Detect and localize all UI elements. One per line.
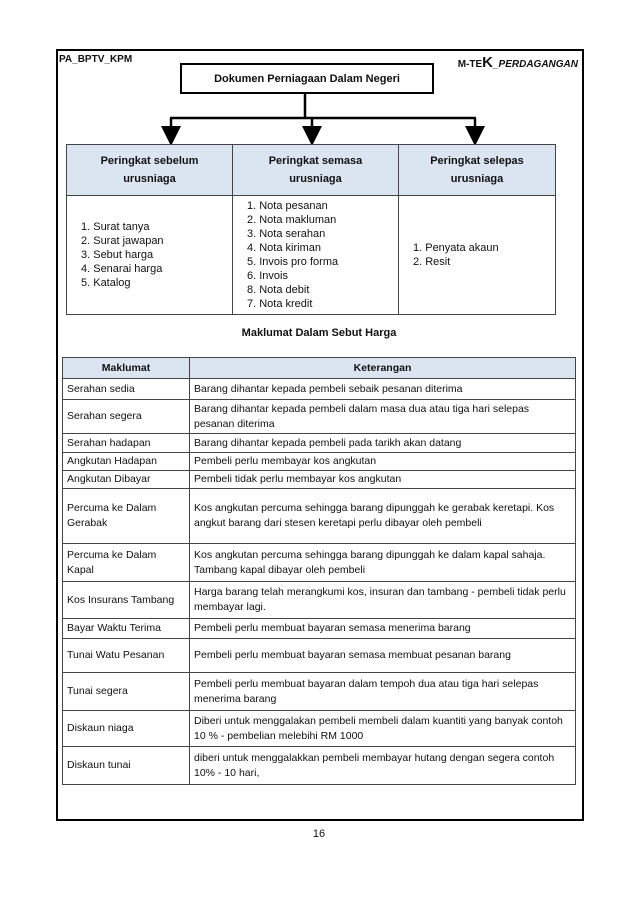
list-item: 1. Nota pesanan bbox=[247, 200, 328, 212]
hierarchy-arrows bbox=[0, 0, 638, 160]
row-value: Barang dihantar kepada pembeli dalam masa dua atau tiga hari selepas pesanan diterima bbox=[190, 400, 576, 434]
table-row bbox=[63, 400, 576, 434]
stages-table bbox=[66, 144, 556, 315]
list-item: 1. Surat tanya bbox=[81, 221, 150, 233]
list-item: 4. Nota kiriman bbox=[247, 242, 321, 254]
header-right-k: K bbox=[482, 54, 493, 71]
list-item: 1. Penyata akaun bbox=[413, 242, 499, 254]
row-value: Pembeli perlu membuat bayaran semasa menerima barang bbox=[190, 619, 576, 639]
row-key: Percuma ke Dalam Gerabak bbox=[63, 489, 190, 544]
list-item: 4. Senarai harga bbox=[81, 263, 163, 275]
row-key: Kos Insurans Tambang bbox=[63, 582, 190, 619]
table-row bbox=[63, 489, 576, 544]
row-key: Serahan hadapan bbox=[63, 434, 190, 453]
row-key: Serahan segera bbox=[63, 400, 190, 434]
row-value: Barang dihantar kepada pembeli pada tarikh akan datang bbox=[190, 434, 576, 453]
row-key: Diskaun tunai bbox=[63, 747, 190, 785]
stage-heading-before: Peringkat sebelum urusniaga bbox=[67, 145, 233, 196]
header-right-suffix: _PERDAGANGAN bbox=[492, 59, 578, 70]
list-item: 5. Invois pro forma bbox=[247, 256, 339, 268]
stage-heading-after: Peringkat selepas urusniaga bbox=[399, 145, 556, 196]
table-row bbox=[63, 544, 576, 582]
stage-list-during bbox=[233, 196, 399, 315]
row-value: Pembeli tidak perlu membayar kos angkutan bbox=[190, 471, 576, 489]
row-key: Tunai segera bbox=[63, 673, 190, 711]
table-row bbox=[63, 434, 576, 453]
table-row bbox=[63, 747, 576, 785]
row-value: diberi untuk menggalakkan pembeli membayar hutang dengan segera contoh 10% - 10 hari, bbox=[190, 747, 576, 785]
row-value: Pembeli perlu membayar kos angkutan bbox=[190, 453, 576, 471]
row-value: Pembeli perlu membuat bayaran semasa membuat pesanan barang bbox=[190, 639, 576, 673]
header-right-prefix: M-TE bbox=[457, 59, 483, 70]
info-table bbox=[62, 357, 576, 785]
row-value: Barang dihantar kepada pembeli sebaik pesanan diterima bbox=[190, 379, 576, 400]
row-value: Diberi untuk menggalakan pembeli membeli dalam kuantiti yang banyak contoh 10 % - pembelian melebihi RM 1000 bbox=[190, 711, 576, 747]
list-item: 2. Nota makluman bbox=[247, 214, 337, 226]
table-row bbox=[63, 582, 576, 619]
table-row bbox=[63, 453, 576, 471]
list-item: 6. Invois bbox=[247, 270, 288, 282]
row-key: Serahan sedia bbox=[63, 379, 190, 400]
table-row bbox=[63, 639, 576, 673]
row-key: Angkutan Dibayar bbox=[63, 471, 190, 489]
list-item: 2. Surat jawapan bbox=[81, 235, 164, 247]
page-number: 16 bbox=[312, 828, 326, 840]
stage-heading-during: Peringkat semasa urusniaga bbox=[233, 145, 399, 196]
list-item: 7. Nota kredit bbox=[247, 298, 313, 310]
row-key: Percuma ke Dalam Kapal bbox=[63, 544, 190, 582]
row-value: Kos angkutan percuma sehingga barang dipunggah ke dalam kapal sahaja. Tambang kapal dibayar oleh pembeli bbox=[190, 544, 576, 582]
row-value: Harga barang telah merangkumi kos, insuran dan tambang - pembeli tidak perlu membayar lagi. bbox=[190, 582, 576, 619]
section-subtitle: Maklumat Dalam Sebut Harga bbox=[241, 327, 397, 339]
list-item: 3. Sebut harga bbox=[81, 249, 154, 261]
header-left: PA_BPTV_KPM bbox=[59, 54, 133, 65]
table-row bbox=[63, 711, 576, 747]
row-value: Pembeli perlu membuat bayaran dalam tempoh dua atau tiga hari selepas menerima barang bbox=[190, 673, 576, 711]
row-key: Angkutan Hadapan bbox=[63, 453, 190, 471]
list-item: 3. Nota serahan bbox=[247, 228, 326, 240]
table-row bbox=[63, 673, 576, 711]
row-key: Bayar Waktu Terima bbox=[63, 619, 190, 639]
list-item: 5. Katalog bbox=[81, 277, 131, 289]
document-title: Dokumen Perniagaan Dalam Negeri bbox=[180, 63, 434, 94]
list-item: 8. Nota debit bbox=[247, 284, 310, 296]
table-row bbox=[63, 619, 576, 639]
column-header-keterangan: Keterangan bbox=[190, 358, 576, 379]
row-key: Diskaun niaga bbox=[63, 711, 190, 747]
table-row bbox=[63, 471, 576, 489]
stage-list-before bbox=[67, 196, 233, 315]
row-key: Tunai Watu Pesanan bbox=[63, 639, 190, 673]
stage-list-after bbox=[399, 196, 556, 315]
row-value: Kos angkutan percuma sehingga barang dipunggah ke gerabak keretapi. Kos angkut barang dari stesen keretapi perlu dibayar oleh pembeli bbox=[190, 489, 576, 544]
list-item: 2. Resit bbox=[413, 256, 451, 268]
table-row bbox=[63, 379, 576, 400]
column-header-maklumat: Maklumat bbox=[63, 358, 190, 379]
